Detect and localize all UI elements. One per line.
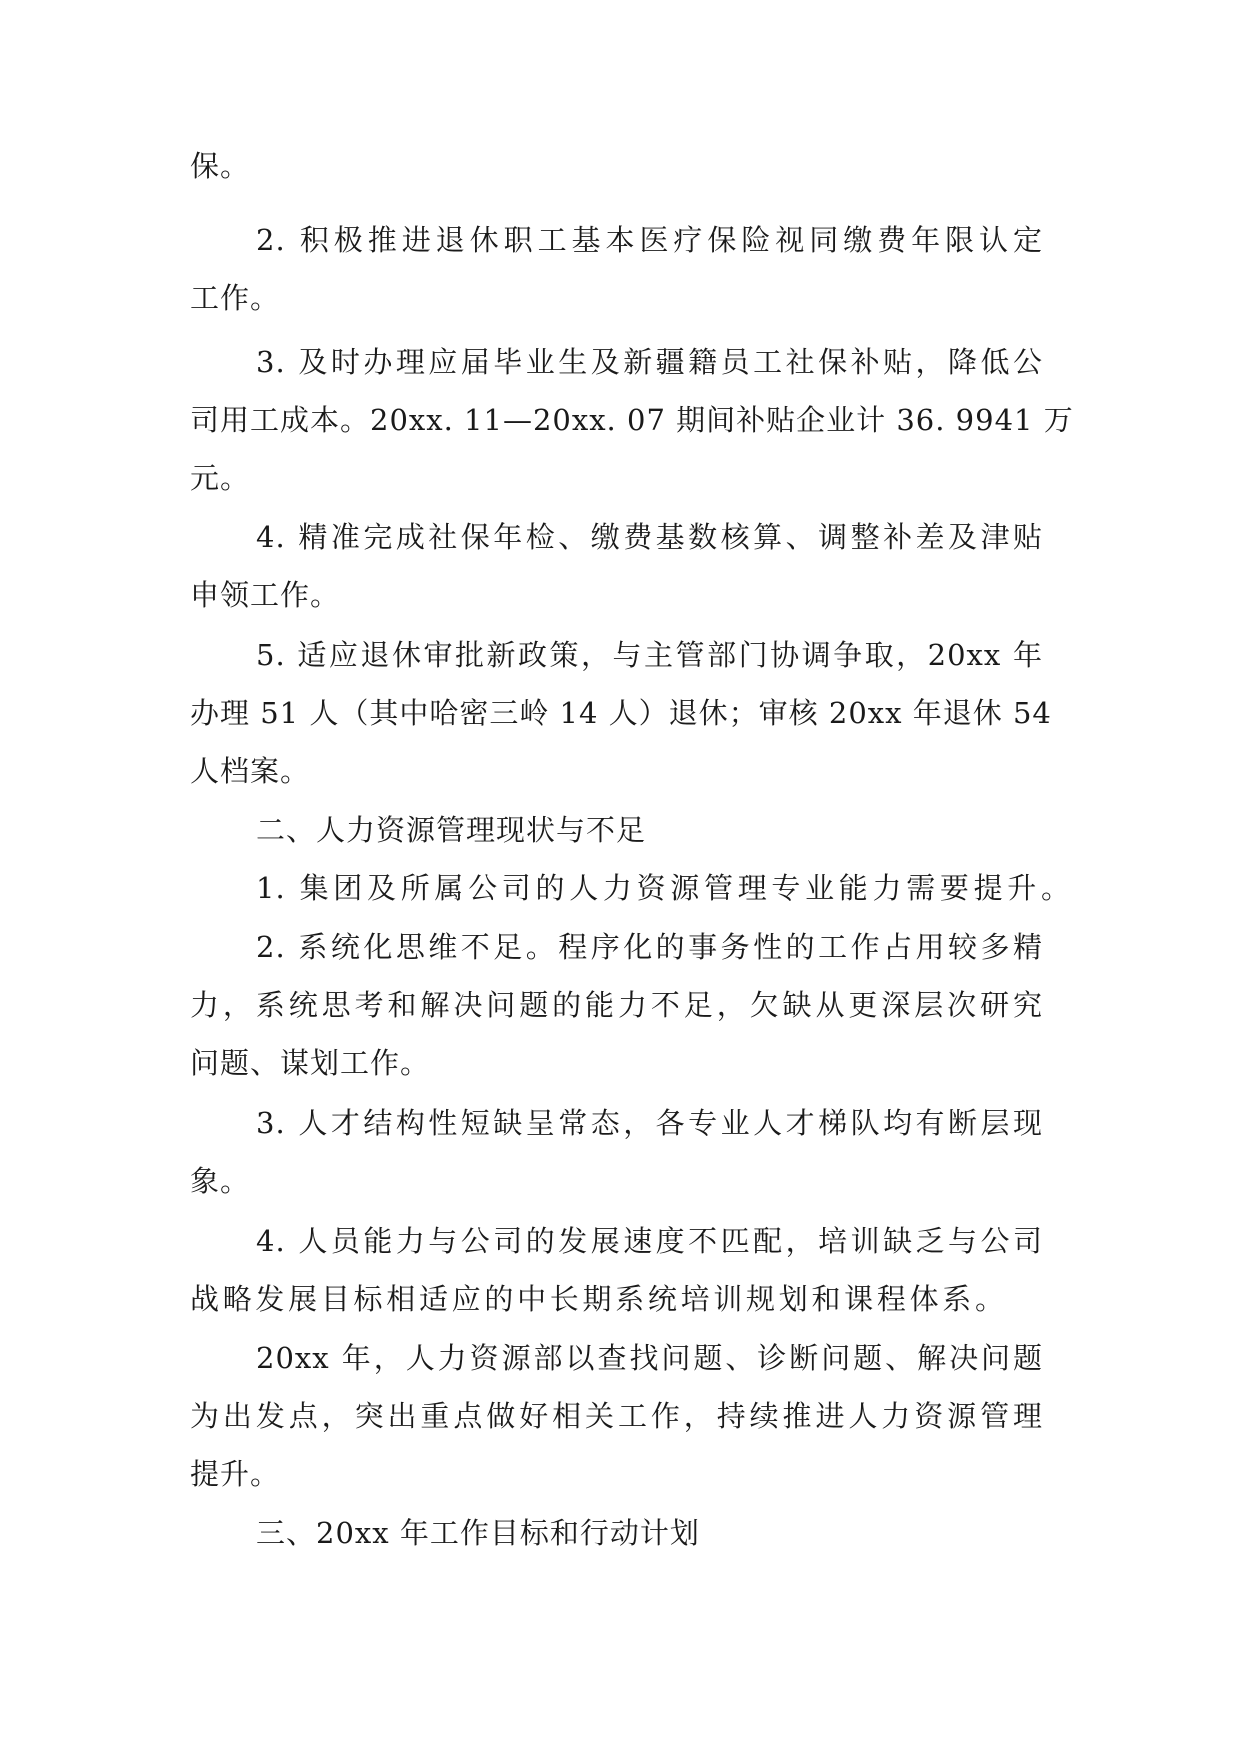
section-heading: 二、人力资源管理现状与不足 xyxy=(256,813,647,847)
text-line: 元。 xyxy=(190,461,251,495)
text-line: 人档案。 xyxy=(190,754,311,788)
text-line: 20xx 年，人力资源部以查找问题、诊断问题、解决问题 xyxy=(256,1341,1043,1375)
text-line: 3. 人才结构性短缺呈常态，各专业人才梯队均有断层现 xyxy=(256,1106,1043,1140)
text-line: 司用工成本。20xx. 11—20xx. 07 期间补贴企业计 36. 9941 万 xyxy=(190,403,1074,437)
text-line: 象。 xyxy=(190,1164,251,1198)
text-line: 1. 集团及所属公司的人力资源管理专业能力需要提升。 xyxy=(256,871,1071,905)
text-line: 问题、谋划工作。 xyxy=(190,1046,431,1080)
text-line: 为出发点，突出重点做好相关工作，持续推进人力资源管理 xyxy=(190,1399,1043,1433)
text-line: 2. 系统化思维不足。程序化的事务性的工作占用较多精 xyxy=(256,930,1043,964)
text-line: 战略发展目标相适应的中长期系统培训规划和课程体系。 xyxy=(190,1282,1005,1316)
text-line: 力，系统思考和解决问题的能力不足，欠缺从更深层次研究 xyxy=(190,988,1043,1022)
text-line: 申领工作。 xyxy=(190,578,341,612)
text-line: 保。 xyxy=(190,149,251,183)
text-line: 4. 人员能力与公司的发展速度不匹配，培训缺乏与公司 xyxy=(256,1224,1043,1258)
text-line: 3. 及时办理应届毕业生及新疆籍员工社保补贴，降低公 xyxy=(256,345,1043,379)
text-line: 5. 适应退休审批新政策，与主管部门协调争取，20xx 年 xyxy=(256,638,1043,672)
text-line: 办理 51 人（其中哈密三岭 14 人）退休；审核 20xx 年退休 54 xyxy=(190,696,1052,730)
text-line: 工作。 xyxy=(190,281,281,315)
text-line: 提升。 xyxy=(190,1457,281,1491)
section-heading: 三、20xx 年工作目标和行动计划 xyxy=(256,1516,700,1550)
text-line: 4. 精准完成社保年检、缴费基数核算、调整补差及津贴 xyxy=(256,520,1043,554)
text-line: 2. 积极推进退休职工基本医疗保险视同缴费年限认定 xyxy=(256,223,1043,257)
